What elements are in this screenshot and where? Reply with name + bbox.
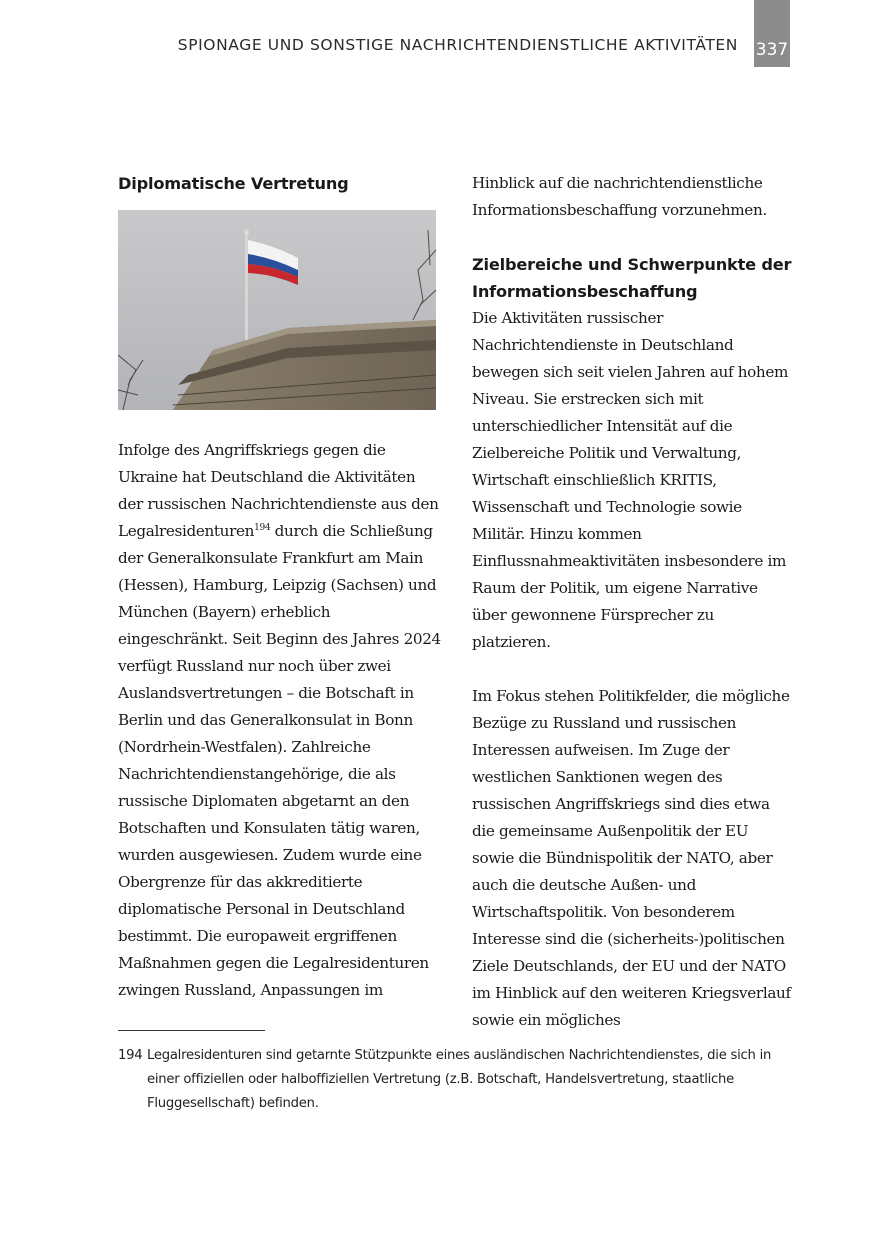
- running-header-title: SPIONAGE UND SONSTIGE NACHRICHTENDIENSTLICHE AKTIVITÄTEN: [177, 36, 738, 54]
- footnote-divider: [118, 1030, 265, 1031]
- paragraph-text-part-2: durch die Schließung der Generalkonsulate Frankfurt am Main (Hessen), Hamburg, Leipzig (Sachsen) und München (Bayern) erheblich eingeschränkt. Seit Beginn des Jahres 2024 verfügt Russland nur noch über zwei Auslandsvertretungen – die Botschaft in Berlin und das Generalkonsulat in Bonn (Nordrhein-Westfalen). Zahlreiche Nachrichtendienstangehörige, die als russische Diplomaten abgetarnt an den Botschaften und Konsulaten tätig waren, wurden ausgewiesen. Zudem wurde eine Obergrenze für das akkreditierte diplomatische Personal in Deutschland bestimmt. Die europaweit ergriffenen Maßnahmen gegen die Legalresidenturen zwingen Russland, Anpassungen im: [118, 522, 441, 999]
- paragraph-target-areas: Die Aktivitäten russischer Nachrichtendienste in Deutschland bewegen sich seit vielen Jahren auf hohem Niveau. Sie erstrecken sich mit unterschiedlicher Intensität auf die Zielbereiche Politik und Verwaltung, Wirtschaft einschließlich KRITIS, Wissenschaft und Technologie sowie Militär. Hinzu kommen Einflussnahmeaktivitäten insbesondere im Raum der Politik, um eigene Narrative über gewonnene Fürsprecher zu platzieren.: [472, 309, 789, 651]
- footnote-reference-194[interactable]: 194: [254, 523, 271, 533]
- page-number: 337: [754, 0, 790, 67]
- paragraph-continuation: Hinblick auf die nachrichtendienstliche Informationsbeschaffung vorzunehmen.: [472, 174, 767, 219]
- paragraph-legal-residencies: [118, 437, 443, 1004]
- right-column: [472, 170, 792, 1029]
- section-heading-target-areas: Zielbereiche und Schwerpunkte der Informationsbeschaffung: [472, 255, 792, 301]
- section-heading-diplomatic-mission: Diplomatische Vertretung: [118, 174, 349, 193]
- left-column: [118, 170, 443, 1010]
- footnote-text: Legalresidenturen sind getarnte Stützpunkte eines ausländischen Nachrichtendienstes, die sich in einer offiziellen oder halboffiziellen Vertretung (z.B. Botschaft, Handelsvertretung, staatliche Fluggesellschaft) befinden.: [147, 1048, 772, 1111]
- footnote-number: 194: [118, 1048, 143, 1063]
- paragraph-policy-focus: Im Fokus stehen Politikfelder, die mögliche Bezüge zu Russland und russischen Interessen aufweisen. Im Zuge der westlichen Sanktionen wegen des russischen Angriffskriegs sind dies etwa die gemeinsame Außenpolitik der EU sowie die Bündnispolitik der NATO, aber auch die deutsche Außen- und Wirtschaftspolitik. Von besonderem Interesse sind die (sicherheits-)politischen Ziele Deutschlands, der EU und der NATO im Hinblick auf den weiteren Kriegsverlauf sowie ein mögliches: [472, 687, 791, 1029]
- footnote-194: [118, 1044, 793, 1116]
- photo-embassy-flag: [118, 210, 436, 410]
- paragraph-text-part-1: Infolge des Angriffskriegs gegen die Ukraine hat Deutschland die Aktivitäten der russischen Nachrichtendienste aus den Legalresidenturen: [118, 441, 439, 540]
